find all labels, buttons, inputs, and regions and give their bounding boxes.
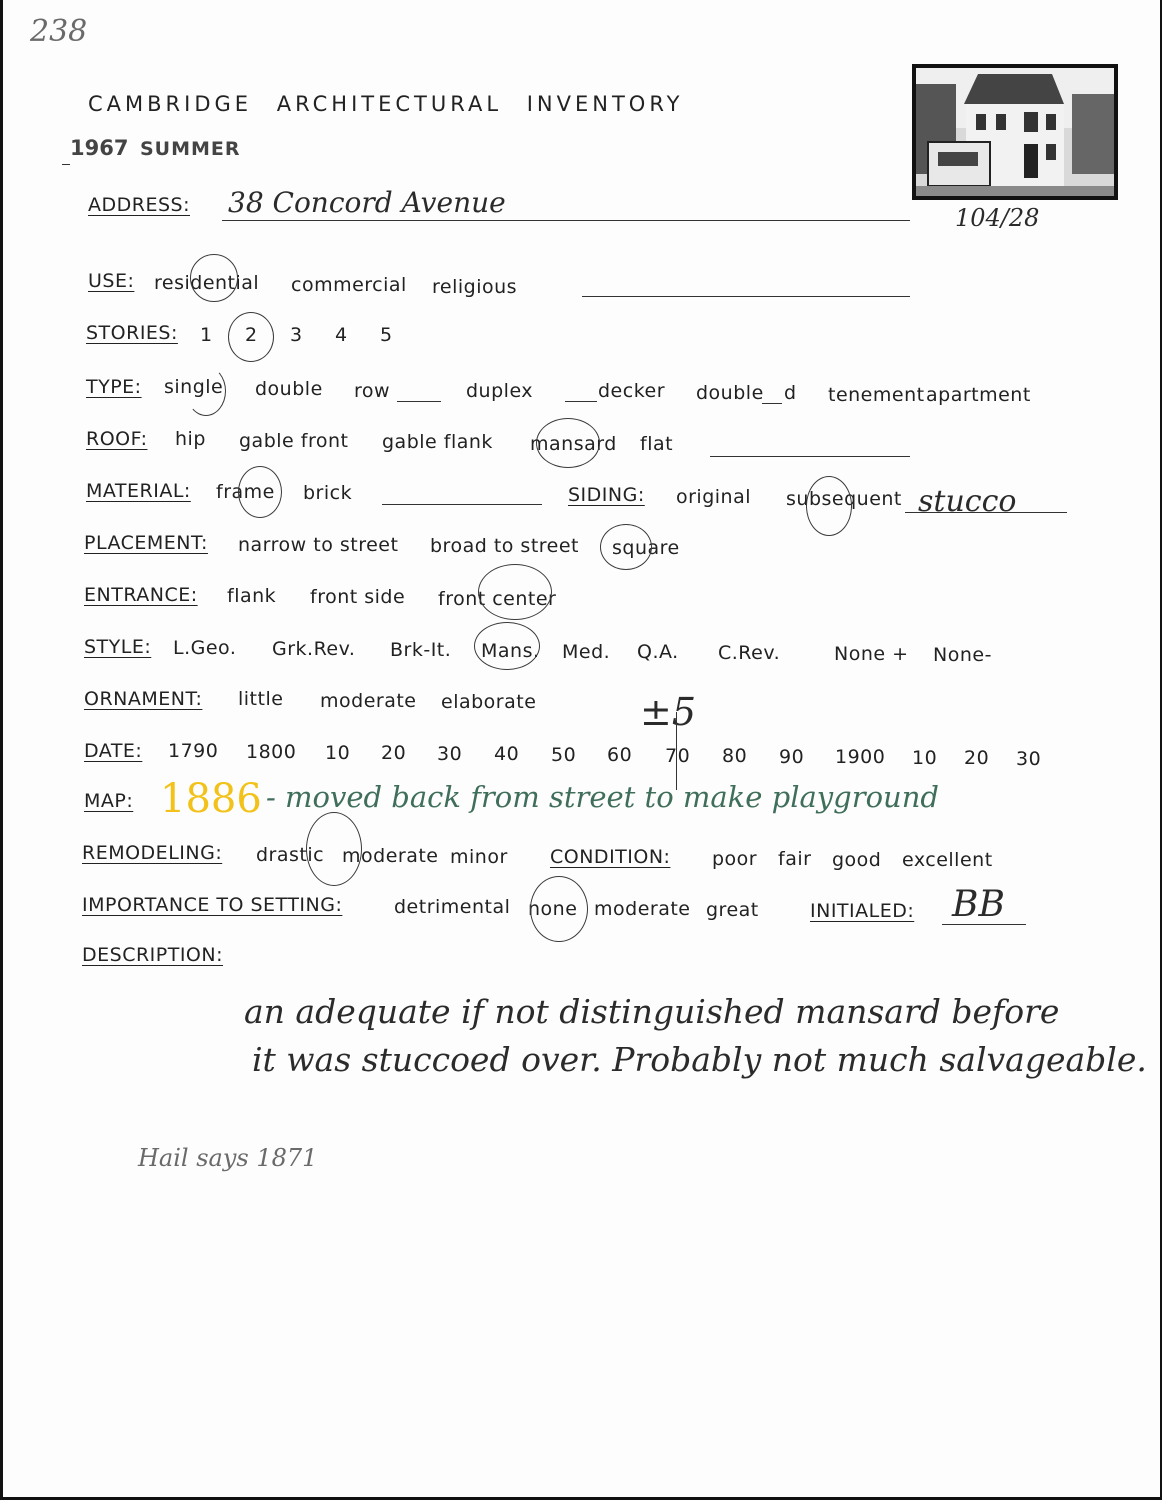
remodeling-option-drastic[interactable]: drastic — [256, 844, 325, 866]
type-option-single[interactable]: single — [164, 376, 224, 398]
placement-option-narrow[interactable]: narrow to street — [238, 534, 399, 556]
placement-label: PLACEMENT: — [84, 532, 208, 554]
material-option-frame[interactable]: frame — [216, 481, 275, 503]
condition-option-excellent[interactable]: excellent — [902, 849, 993, 871]
stories-option-4[interactable]: 4 — [335, 324, 348, 346]
importance-selection-circle — [530, 876, 588, 942]
date-label: DATE: — [84, 740, 143, 762]
form-title: CAMBRIDGE ARCHITECTURAL INVENTORY — [88, 92, 684, 116]
scan-left-edge — [0, 0, 3, 1500]
map-note: - moved back from street to make playground — [266, 780, 939, 814]
stories-option-2[interactable]: 2 — [245, 324, 258, 346]
stories-option-5[interactable]: 5 — [380, 324, 393, 346]
use-option-commercial[interactable]: commercial — [291, 274, 407, 296]
style-option-lgeo[interactable]: L.Geo. — [173, 637, 237, 659]
date-option-10b[interactable]: 10 — [912, 747, 938, 769]
roof-selection-circle — [536, 418, 600, 468]
type-option-double-d[interactable]: double — [696, 382, 764, 404]
remodeling-selection-circle — [306, 812, 362, 886]
address-ref: 104/28 — [955, 204, 1040, 232]
date-option-20b[interactable]: 20 — [964, 747, 990, 769]
stories-option-1[interactable]: 1 — [200, 324, 213, 346]
material-label: MATERIAL: — [86, 480, 191, 502]
style-option-none-minus[interactable]: None- — [933, 644, 992, 666]
address-line — [222, 220, 910, 221]
placement-selection-circle — [600, 524, 652, 570]
date-option-10a[interactable]: 10 — [325, 742, 351, 764]
stories-option-3[interactable]: 3 — [290, 324, 303, 346]
map-year: 1886 — [160, 776, 262, 822]
date-option-90[interactable]: 90 — [779, 746, 805, 768]
house-photo-image — [912, 64, 1118, 200]
type-option-decker[interactable]: decker — [598, 380, 666, 402]
type-label: TYPE: — [86, 376, 142, 398]
roof-other-line — [710, 456, 910, 457]
type-option-tenement[interactable]: tenement — [828, 384, 925, 406]
importance-option-great[interactable]: great — [706, 899, 759, 921]
style-option-mans[interactable]: Mans. — [481, 640, 540, 662]
roof-option-gable-front[interactable]: gable front — [239, 430, 349, 452]
type-double-d-blank — [762, 403, 782, 404]
date-option-40[interactable]: 40 — [494, 743, 520, 765]
condition-option-good[interactable]: good — [832, 849, 882, 871]
entrance-option-flank[interactable]: flank — [227, 585, 277, 607]
date-option-30b[interactable]: 30 — [1016, 748, 1042, 770]
ornament-option-elaborate[interactable]: elaborate — [441, 691, 537, 713]
ornament-label: ORNAMENT: — [84, 688, 203, 710]
form-season: SUMMER — [140, 138, 241, 160]
initialed-label: INITIALED: — [810, 900, 915, 922]
type-option-duplex[interactable]: duplex — [466, 380, 534, 402]
entrance-option-front-center[interactable]: front center — [438, 588, 557, 610]
use-other-line — [582, 296, 910, 297]
entrance-label: ENTRANCE: — [84, 584, 198, 606]
type-row-blank — [397, 401, 441, 402]
use-selection-circle — [190, 254, 238, 302]
siding-label: SIDING: — [568, 484, 645, 506]
date-option-60[interactable]: 60 — [607, 744, 633, 766]
date-option-70[interactable]: 70 — [665, 745, 691, 767]
description-line-1: an adequate if not distinguished mansard before — [244, 992, 1060, 1031]
siding-option-original[interactable]: original — [676, 486, 752, 508]
placement-option-square[interactable]: square — [612, 537, 680, 559]
house-photo — [912, 64, 1118, 200]
style-option-med[interactable]: Med. — [562, 641, 611, 663]
style-option-brkit[interactable]: Brk-It. — [390, 639, 452, 661]
type-selection-mark — [186, 366, 226, 416]
date-note: ±5 — [640, 690, 697, 734]
date-option-30a[interactable]: 30 — [437, 743, 463, 765]
remodeling-label: REMODELING: — [82, 842, 223, 864]
importance-option-none[interactable]: none — [528, 898, 578, 920]
initialed-value: BB — [952, 884, 1005, 925]
use-option-religious[interactable]: religious — [432, 276, 518, 298]
date-option-1790[interactable]: 1790 — [168, 740, 219, 762]
importance-option-detrimental[interactable]: detrimental — [394, 896, 511, 918]
material-option-brick[interactable]: brick — [303, 482, 353, 504]
siding-option-subsequent[interactable]: subsequent — [786, 488, 902, 510]
material-other-line — [382, 504, 542, 505]
date-marker-stroke — [676, 712, 677, 790]
entrance-selection-circle — [478, 564, 552, 620]
style-label: STYLE: — [84, 636, 152, 658]
roof-option-mansard[interactable]: mansard — [530, 433, 617, 455]
use-option-residential[interactable]: residential — [154, 272, 260, 294]
roof-option-flat[interactable]: flat — [640, 433, 674, 455]
importance-option-moderate[interactable]: moderate — [594, 898, 691, 920]
type-option-double[interactable]: double — [255, 378, 323, 400]
siding-note-line — [905, 512, 1067, 513]
type-option-row[interactable]: row — [354, 380, 391, 402]
stories-label: STORIES: — [86, 322, 178, 344]
ornament-mark — [320, 690, 412, 691]
description-label: DESCRIPTION: — [82, 944, 224, 966]
style-option-none-plus[interactable]: None + — [834, 643, 909, 665]
form-year: 1967 — [70, 136, 129, 160]
condition-option-poor[interactable]: poor — [712, 848, 758, 870]
ornament-option-moderate[interactable]: moderate — [320, 690, 417, 712]
use-label: USE: — [88, 270, 135, 292]
map-label: MAP: — [84, 790, 134, 812]
footnote: Hail says 1871 — [138, 1144, 318, 1172]
placement-option-broad[interactable]: broad to street — [430, 535, 580, 557]
corner-number: 238 — [30, 14, 88, 49]
remodeling-option-minor[interactable]: minor — [450, 846, 508, 868]
initialed-line — [942, 924, 1026, 925]
type-option-apartment[interactable]: apartment — [926, 384, 1031, 406]
entrance-option-front-side[interactable]: front side — [310, 586, 406, 608]
condition-option-fair[interactable]: fair — [778, 848, 812, 870]
style-option-qa[interactable]: Q.A. — [637, 641, 679, 663]
type-option-d[interactable]: d — [784, 382, 797, 404]
date-option-80[interactable]: 80 — [722, 745, 748, 767]
date-option-20a[interactable]: 20 — [381, 742, 407, 764]
year-dash — [62, 164, 70, 165]
siding-selection-circle — [806, 476, 852, 536]
style-option-crev[interactable]: C.Rev. — [718, 642, 781, 664]
ornament-option-little[interactable]: little — [238, 688, 284, 710]
date-option-1800[interactable]: 1800 — [246, 741, 297, 763]
address-label: ADDRESS: — [88, 194, 190, 216]
condition-label: CONDITION: — [550, 846, 671, 868]
siding-note: stucco — [918, 484, 1017, 519]
date-option-50[interactable]: 50 — [551, 744, 577, 766]
address-value: 38 Concord Avenue — [228, 186, 506, 219]
stories-selection-circle — [228, 312, 274, 362]
type-decker-blank — [565, 401, 597, 402]
remodeling-option-moderate[interactable]: moderate — [342, 845, 439, 867]
style-selection-circle — [474, 622, 540, 670]
description-line-2: it was stuccoed over. Probably not much salvageable. — [252, 1040, 1147, 1079]
roof-option-hip[interactable]: hip — [175, 428, 206, 450]
material-selection-circle — [238, 466, 282, 518]
importance-label: IMPORTANCE TO SETTING: — [82, 894, 343, 916]
roof-label: ROOF: — [86, 428, 148, 450]
roof-option-gable-flank[interactable]: gable flank — [382, 431, 493, 453]
style-option-grkrev[interactable]: Grk.Rev. — [272, 638, 356, 660]
date-option-1900[interactable]: 1900 — [835, 746, 886, 768]
